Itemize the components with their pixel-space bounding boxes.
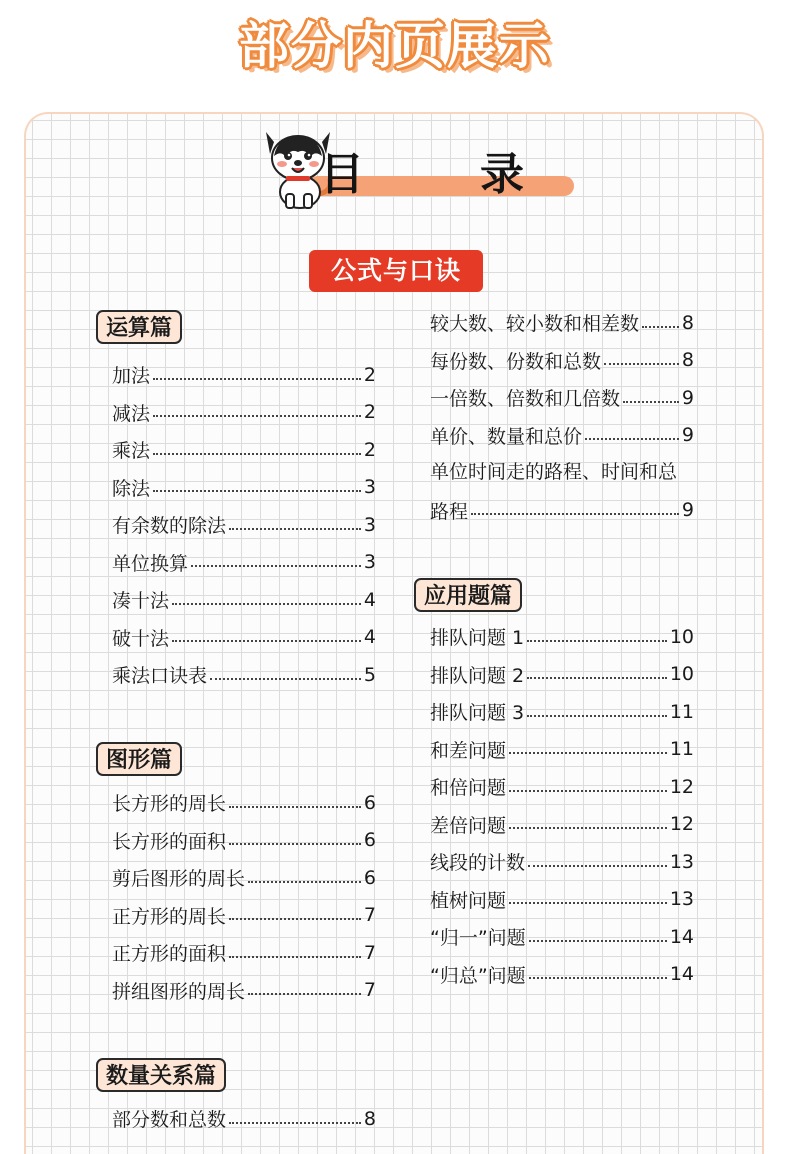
toc-entry-name: “归总”问题 [430,964,526,987]
toc-entry[interactable] [112,431,376,469]
toc-entry-name: 加法 [112,365,151,388]
toc-entry[interactable] [112,656,376,694]
toc-entry-page: 7 [363,904,376,927]
section-heading-shape: 图形篇 [96,742,182,776]
toc-entry[interactable] [112,784,376,822]
toc-entry[interactable] [430,731,694,769]
toc-leader-dots [153,453,361,455]
toc-entry[interactable] [430,379,694,417]
toc-entry-name: 排队问题 1 [430,627,525,650]
toc-entry[interactable] [112,469,376,507]
toc-entry-page: 2 [363,438,376,461]
toc-entry-page: 14 [669,963,694,986]
toc-entry[interactable] [112,822,376,860]
toc-entry[interactable] [430,342,694,380]
toc-leader-dots [229,843,361,845]
toc-entry-name-line2: 路程 [430,500,469,523]
toc-entry[interactable] [112,934,376,972]
toc-leader-dots [172,640,361,642]
toc-entry-page: 3 [363,513,376,536]
toc-leader-dots [509,752,667,754]
toc-entry-page: 6 [363,829,376,852]
toc-leader-dots [527,715,667,717]
toc-leader-dots [623,401,679,403]
toc-entry[interactable] [112,581,376,619]
toc-entry[interactable] [430,618,694,656]
toc-entry-name: 排队问题 2 [430,664,525,687]
toc-entry[interactable] [430,768,694,806]
toc-entry-page: 4 [363,626,376,649]
toc-entry-name: 拼组图形的周长 [112,980,246,1003]
section-heading-relation: 数量关系篇 [96,1058,226,1092]
toc-entry-page: 2 [363,401,376,424]
toc-leader-dots [604,363,679,365]
title-text [320,138,530,202]
toc-entry[interactable] [112,859,376,897]
section-heading-arith: 运算篇 [96,310,182,344]
toc-entry[interactable] [112,972,376,1010]
toc-entry-page: 6 [363,791,376,814]
toc-leader-dots [229,956,361,958]
toc-entry-name: 正方形的周长 [112,905,227,928]
toc-entry[interactable] [112,544,376,582]
toc-leader-dots [172,603,361,605]
toc-entry[interactable] [112,356,376,394]
toc-entry-page: 13 [669,888,694,911]
toc-entry-page: 6 [363,866,376,889]
toc-entry-page: 12 [669,813,694,836]
toc-title [258,128,578,218]
toc-leader-dots [153,415,361,417]
toc-leader-dots [529,977,667,979]
toc-entry-name: “归一”问题 [430,927,526,950]
toc-entry[interactable] [112,1100,376,1138]
toc-leader-dots [527,677,667,679]
toc-list-arith [112,356,376,694]
toc-entry-page: 4 [363,588,376,611]
toc-entry-page: 11 [669,738,694,761]
toc-list-apply [430,618,694,993]
toc-entry-page: 9 [681,499,694,522]
toc-entry-name: 部分数和总数 [112,1109,227,1132]
toc-leader-dots [529,940,667,942]
toc-leader-dots [471,513,679,515]
toc-leader-dots [229,918,361,920]
toc-entry-name: 破十法 [112,627,170,650]
toc-entry-name: 长方形的周长 [112,793,227,816]
toc-leader-dots [509,790,667,792]
toc-entry-name: 和倍问题 [430,777,507,800]
toc-entry-name: 除法 [112,477,151,500]
toc-entry-name: 正方形的面积 [112,943,227,966]
toc-leader-dots [509,827,667,829]
toc-entry[interactable] [430,918,694,956]
toc-entry[interactable] [112,506,376,544]
toc-entry[interactable] [430,693,694,731]
toc-entry-page: 14 [669,925,694,948]
title-right-char: 录 [480,149,530,200]
toc-leader-dots [229,806,361,808]
toc-entry-name: 减法 [112,402,151,425]
toc-entry-name: 乘法 [112,440,151,463]
toc-entry-name: 乘法口诀表 [112,665,208,688]
toc-entry[interactable] [430,656,694,694]
toc-entry-name: 长方形的面积 [112,830,227,853]
toc-entry-page: 10 [669,663,694,686]
toc-entry-name-line1: 单位时间走的路程、时间和总 [430,461,678,483]
toc-entry-name: 单位换算 [112,552,189,575]
toc-leader-dots [248,993,361,995]
toc-entry-page: 7 [363,979,376,1002]
toc-entry[interactable] [430,304,694,342]
toc-leader-dots [527,640,667,642]
toc-entry-page: 7 [363,941,376,964]
toc-entry-name: 较大数、较小数和相差数 [430,313,640,336]
toc-wrap-item [430,454,694,529]
toc-entry-name: 一倍数、倍数和几倍数 [430,388,621,411]
toc-entry-name: 单价、数量和总价 [430,425,583,448]
toc-entry-name: 差倍问题 [430,814,507,837]
toc-list-shape [112,784,376,1009]
toc-leader-dots [229,528,361,530]
toc-entry-page: 3 [363,476,376,499]
toc-leader-dots [509,902,667,904]
toc-leader-dots [210,678,361,680]
toc-entry[interactable] [112,897,376,935]
toc-entry[interactable] [430,843,694,881]
toc-entry-name: 每份数、份数和总数 [430,350,602,373]
toc-entry-name: 和差问题 [430,739,507,762]
toc-list-relation [112,1100,376,1138]
toc-leader-dots [153,378,361,380]
toc-leader-dots [191,565,361,567]
toc-entry-name: 有余数的除法 [112,515,227,538]
toc-leader-dots [153,490,361,492]
toc-entry-page: 8 [681,349,694,372]
toc-entry-page: 11 [669,700,694,723]
toc-entry-page: 8 [681,311,694,334]
toc-entry-name: 植树问题 [430,889,507,912]
toc-entry[interactable] [112,619,376,657]
toc-list-relation-cont [430,304,694,454]
toc-entry-page: 3 [363,551,376,574]
toc-entry-page: 8 [363,1107,376,1130]
toc-entry-page: 10 [669,625,694,648]
toc-entry-page: 12 [669,775,694,798]
toc-entry-name: 线段的计数 [430,852,526,875]
toc-entry[interactable] [430,881,694,919]
toc-entry[interactable] [112,394,376,432]
toc-entry[interactable] [430,454,694,529]
page-banner: 部分内页展示 [239,17,551,75]
toc-leader-dots [248,881,361,883]
toc-leader-dots [642,326,679,328]
toc-entry-page: 9 [681,424,694,447]
toc-leader-dots [528,865,667,867]
toc-entry-name: 排队问题 3 [430,702,525,725]
toc-entry-name: 凑十法 [112,590,170,613]
toc-leader-dots [229,1122,361,1124]
toc-entry[interactable] [430,417,694,455]
toc-sheet [24,112,764,1154]
section-heading-apply: 应用题篇 [414,578,522,612]
formula-tag: 公式与口诀 [309,250,483,292]
toc-leader-dots [585,438,679,440]
toc-entry-page: 9 [681,386,694,409]
toc-entry-name: 剪后图形的周长 [112,868,246,891]
title-left-char: 目 [320,149,370,200]
toc-entry-page: 5 [363,663,376,686]
toc-entry[interactable] [430,956,694,994]
toc-entry-line2 [430,492,694,530]
toc-entry-page: 2 [363,363,376,386]
toc-entry-page: 13 [669,850,694,873]
toc-entry[interactable] [430,806,694,844]
